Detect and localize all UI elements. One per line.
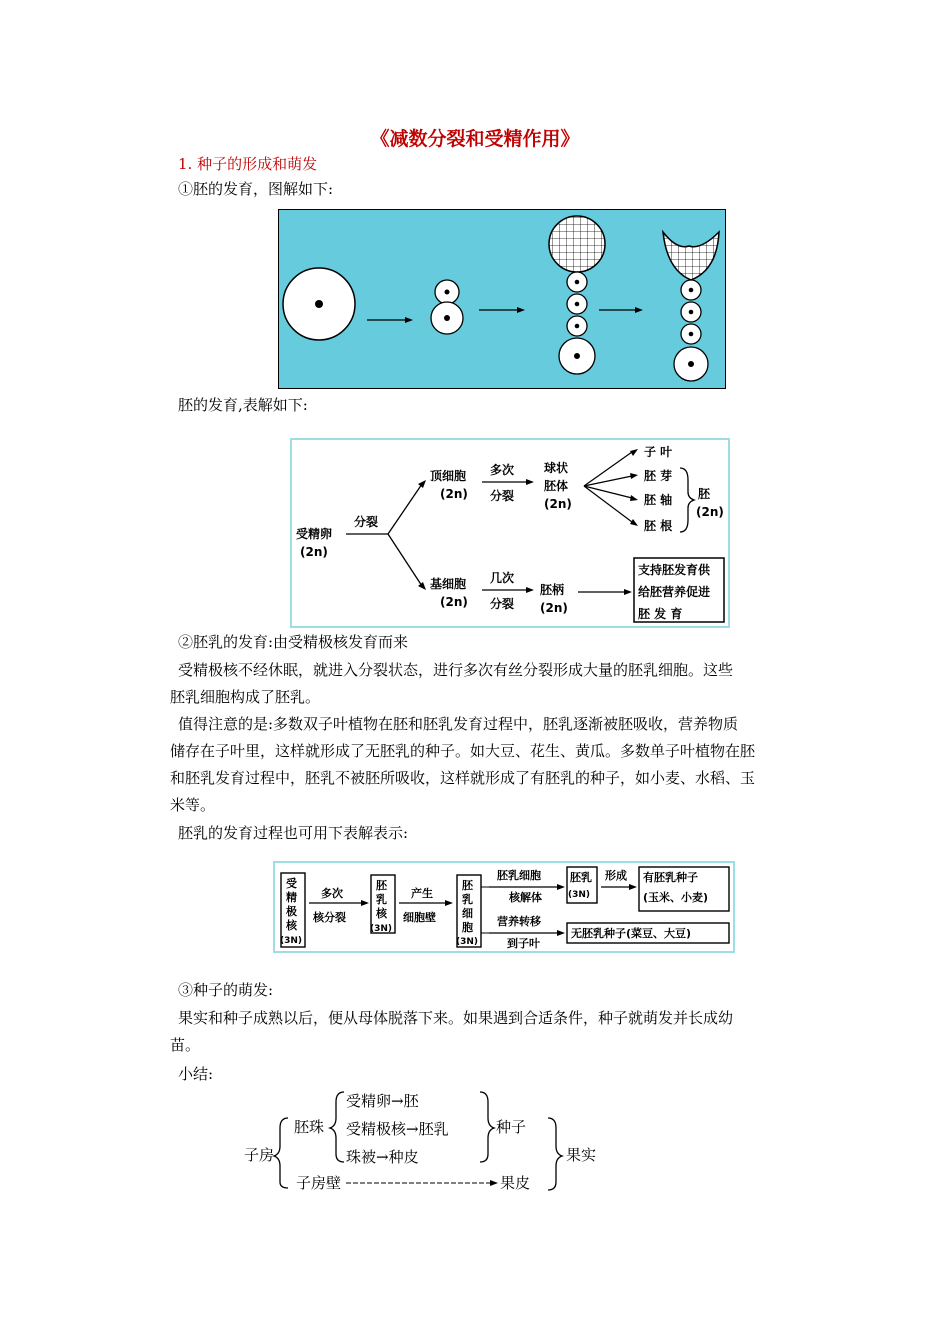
diagram-text: 乳 — [376, 893, 387, 906]
suspensor-label: 胚柄 — [540, 583, 565, 597]
ovary-label: 子房 — [244, 1146, 275, 1164]
hypocotyl-label: 胚 轴 — [644, 493, 673, 507]
diagram-text: 极 — [286, 905, 297, 918]
several-label-2: 分裂 — [490, 597, 515, 611]
ovule-label: 胚珠 — [294, 1118, 325, 1136]
diagram-text: 胚 — [462, 879, 473, 892]
pericarp-label: 果皮 — [500, 1174, 531, 1192]
ovary-wall-label: 子房壁 — [296, 1174, 342, 1192]
multi-division-label-2: 分裂 — [490, 489, 515, 503]
zygote-to-embryo: 受精卵→胚 — [346, 1092, 419, 1110]
paragraph-2-line-1: 值得注意的是:多数双子叶植物在胚和胚乳发育过程中，胚乳逐渐被胚吸收，营养物质 — [178, 715, 739, 733]
section-heading: 1. 种子的形成和萌发 — [178, 155, 318, 173]
embryo-illustration — [278, 209, 726, 389]
to-cotyledon-label: 到子叶 — [507, 937, 540, 950]
nucleus-disintegrate-label: 核解体 — [509, 891, 542, 904]
embryo-flow-diagram — [290, 438, 730, 628]
nuclear-division-label: 核分裂 — [313, 911, 346, 924]
diagram-text: (3N) — [280, 936, 303, 946]
diagram-text: 胞 — [462, 921, 473, 934]
function-text-1: 支持胚发育供 — [638, 563, 711, 577]
embryo-heading: ①胚的发育，图解如下: — [178, 180, 334, 198]
diagram-text: 精 — [286, 891, 297, 904]
page-title: 《减数分裂和受精作用》 — [370, 128, 580, 150]
nutrient-transfer-label: 营养转移 — [497, 915, 541, 928]
paragraph-2-line-3: 和胚乳发育过程中，胚乳不被胚所吸收，这样就形成了有胚乳的种子，如小麦、水稻、玉 — [170, 769, 756, 787]
diagram-text: 胚 — [376, 879, 387, 892]
integument-to-seedcoat: 珠被→种皮 — [346, 1148, 419, 1166]
globular-ploidy: (2n) — [544, 497, 572, 511]
albuminous-seed-label: 有胚乳种子 — [643, 871, 698, 884]
diagram-text: 乳 — [462, 893, 473, 906]
diagram-text: 细 — [462, 907, 473, 920]
embryo-ploidy: (2n) — [696, 505, 724, 519]
paragraph-3-line-2: 苗。 — [170, 1036, 201, 1054]
globular-label: 球状 — [544, 461, 569, 475]
endosperm-cell-label: 胚乳细胞 — [497, 869, 541, 882]
endosperm-heading: ②胚乳的发育:由受精极核发育而来 — [178, 633, 409, 651]
exalbuminous-seed-label: 无胚乳种子(菜豆、大豆) — [571, 927, 692, 940]
seed-label: 种子 — [496, 1118, 527, 1136]
fruit-label: 果实 — [566, 1146, 597, 1164]
diagram-text: 核 — [286, 919, 297, 932]
plumule-label: 胚 芽 — [644, 469, 673, 483]
polar-to-endosperm: 受精极核→胚乳 — [346, 1120, 449, 1138]
diagram-text: 胚乳 — [570, 871, 592, 884]
division-label: 分裂 — [354, 515, 379, 529]
paragraph-2-line-4: 米等。 — [170, 796, 216, 814]
paragraph-1-line-1: 受精极核不经休眠，就进入分裂状态，进行多次有丝分裂形成大量的胚乳细胞。这些 — [178, 661, 734, 679]
diagram-text: 核 — [376, 907, 387, 920]
zygote-ploidy: (2n) — [300, 545, 328, 559]
globular-label-2: 胚体 — [544, 479, 569, 493]
summary-heading: 小结: — [178, 1065, 214, 1083]
function-text-2: 给胚营养促进 — [638, 585, 711, 599]
form-label: 形成 — [605, 869, 627, 882]
diagram-text: (3N) — [370, 924, 393, 934]
basal-ploidy: (2n) — [440, 595, 468, 609]
germination-heading: ③种子的萌发: — [178, 981, 274, 999]
multi-division-label: 多次 — [490, 463, 515, 477]
diagram-text: (3N) — [456, 937, 479, 947]
endosperm-flow-diagram — [273, 861, 735, 953]
cell-wall-label: 细胞壁 — [403, 911, 436, 924]
radicle-label: 胚 根 — [644, 519, 673, 533]
several-label: 几次 — [490, 571, 515, 585]
summary-diagram — [236, 1084, 616, 1200]
cotyledon-label: 子 叶 — [644, 445, 673, 459]
diagram-text: 受 — [286, 877, 297, 890]
embryo-table-heading: 胚的发育,表解如下: — [178, 396, 308, 414]
paragraph-3-line-1: 果实和种子成熟以后，便从母体脱落下来。如果遇到合适条件，种子就萌发并长成幼 — [178, 1009, 734, 1027]
zygote-label: 受精卵 — [296, 527, 333, 541]
apical-cell-label: 顶细胞 — [430, 469, 467, 483]
embryo-label: 胚 — [698, 487, 711, 501]
apical-ploidy: (2n) — [440, 487, 468, 501]
multi-label: 多次 — [321, 887, 343, 900]
suspensor-ploidy: (2n) — [540, 601, 568, 615]
basal-cell-label: 基细胞 — [430, 577, 467, 591]
function-text-3: 胚 发 育 — [638, 607, 683, 621]
albuminous-examples: (玉米、小麦) — [643, 891, 709, 904]
produce-label: 产生 — [411, 887, 433, 900]
endosperm-table-heading: 胚乳的发育过程也可用下表解表示: — [178, 824, 409, 842]
diagram-text: (3N) — [568, 890, 591, 900]
paragraph-1-line-2: 胚乳细胞构成了胚乳。 — [170, 688, 321, 706]
paragraph-2-line-2: 储存在子叶里，这样就形成了无胚乳的种子。如大豆、花生、黄瓜。多数单子叶植物在胚 — [170, 742, 756, 760]
